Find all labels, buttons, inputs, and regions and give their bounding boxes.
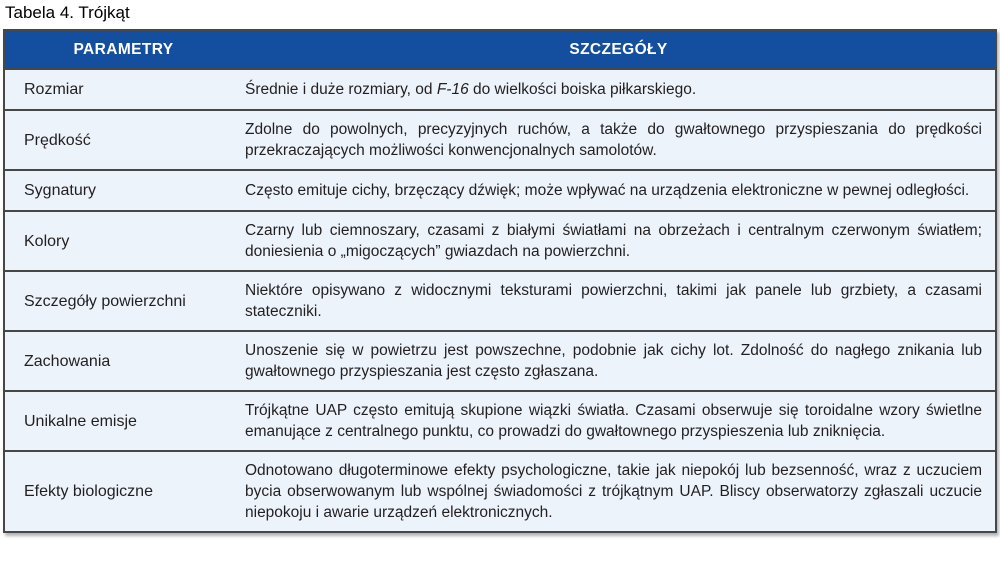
table-row: [5, 109, 995, 169]
details-cell: Odnotowano długoterminowe efekty psychologiczne, takie jak niepokój lub bezsenność, wraz z uczuciem bycia obserwowanym lub wspólnej świadomości z trójkątnym UAP. Bliscy obserwatorzy zgłaszali uczucie niepokoju i awarie urządzeń elektronicznych.: [245, 462, 982, 521]
table-header-row: [5, 31, 995, 68]
header-parameters: PARAMETRY: [73, 41, 174, 58]
parameter-cell: Unikalne emisje: [24, 412, 137, 430]
details-cell: Unoszenie się w powietrzu jest powszechne, podobnie jak cichy lot. Zdolność do nagłego znikania lub gwałtownego przyspieszania jest często zgłaszana.: [245, 342, 982, 380]
table-row: [5, 68, 995, 109]
table-row: [5, 450, 995, 531]
details-cell: Czarny lub ciemnoszary, czasami z białymi światłami na obrzeżach i centralnym czerwonym światłem; doniesienia o „migoczących” gwiazdach na powierzchni.: [245, 222, 982, 260]
table-row: [5, 169, 995, 210]
table-caption: Tabela 4. Trójkąt: [5, 3, 130, 22]
parameters-table: [3, 29, 997, 533]
parameter-cell: Sygnatury: [24, 182, 97, 199]
table-row: [5, 390, 995, 450]
details-cell: Średnie i duże rozmiary, od F-16 do wielkości boiska piłkarskiego.: [245, 81, 697, 98]
parameter-cell: Szczegóły powierzchni: [24, 292, 186, 310]
table-body: [5, 68, 995, 531]
details-cell: Trójkątne UAP często emitują skupione wiązki światła. Czasami obserwuje się toroidalne wzory świetlne emanujące z centralnego punktu, co prowadzi do gwałtownego przyspieszenia lub zniknięcia.: [245, 402, 982, 440]
parameter-cell: Rozmiar: [24, 81, 84, 98]
details-cell: Niektóre opisywano z widocznymi teksturami powierzchni, takimi jak panele lub grzbiety, a czasami stateczniki.: [245, 282, 982, 320]
parameter-cell: Zachowania: [24, 352, 111, 370]
parameter-cell: Prędkość: [24, 131, 91, 149]
parameter-cell: Kolory: [24, 232, 70, 250]
parameter-cell: Efekty biologiczne: [24, 483, 153, 500]
table-row: [5, 270, 995, 330]
table-row: [5, 210, 995, 270]
table-row: [5, 330, 995, 390]
details-cell: Często emituje cichy, brzęczący dźwięk; może wpływać na urządzenia elektroniczne w pewnej odległości.: [245, 182, 970, 199]
details-cell: Zdolne do powolnych, precyzyjnych ruchów, a także do gwałtownego przyspieszania do prędkości przekraczających możliwości konwencjonalnych samolotów.: [245, 121, 982, 159]
header-details: SZCZEGÓŁY: [569, 41, 668, 58]
